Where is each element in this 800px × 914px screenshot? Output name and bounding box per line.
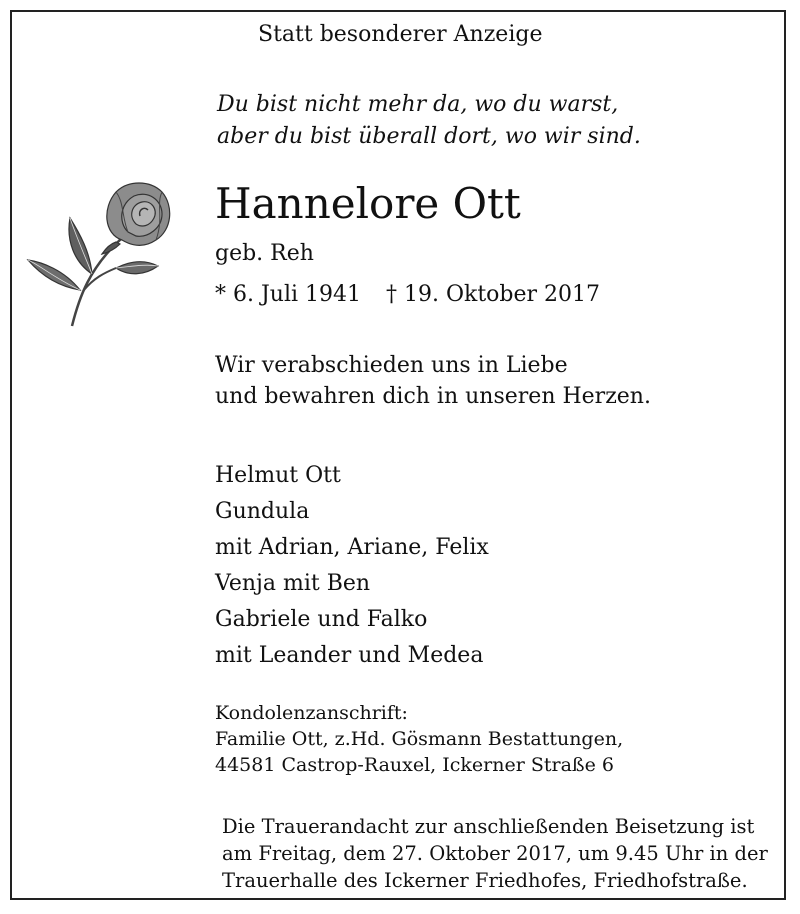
quote-line: Du bist nicht mehr da, wo du warst, bbox=[217, 92, 619, 117]
farewell-text bbox=[215, 350, 651, 412]
service-line: am Freitag, dem 27. Oktober 2017, um 9.45 Uhr in der bbox=[222, 842, 768, 865]
maiden-name: geb. Reh bbox=[215, 241, 314, 266]
mourner-entry: Gabriele und Falko bbox=[215, 607, 428, 632]
mourner-entry: Gundula bbox=[215, 499, 310, 524]
quote-line: aber du bist überall dort, wo wir sind. bbox=[217, 124, 641, 149]
rose-icon bbox=[24, 178, 176, 330]
service-line: Die Trauerandacht zur anschließenden Beisetzung ist bbox=[222, 815, 755, 838]
mourners-list bbox=[215, 458, 489, 674]
condolence-address bbox=[215, 700, 623, 778]
farewell-line: und bewahren dich in unseren Herzen. bbox=[215, 384, 651, 409]
death-date: † 19. Oktober 2017 bbox=[386, 282, 601, 307]
farewell-line: Wir verabschieden uns in Liebe bbox=[215, 353, 568, 378]
birth-date: * 6. Juli 1941 bbox=[215, 282, 362, 307]
notice-header: Statt besonderer Anzeige bbox=[258, 22, 543, 47]
service-line: Trauerhalle des Ickerner Friedhofes, Friedhofstraße. bbox=[222, 869, 748, 892]
memorial-quote bbox=[217, 89, 641, 153]
life-dates bbox=[215, 282, 601, 307]
deceased-name: Hannelore Ott bbox=[215, 179, 521, 228]
service-info bbox=[222, 813, 768, 894]
address-line: Kondolenzanschrift: bbox=[215, 702, 408, 724]
mourner-entry: mit Leander und Medea bbox=[215, 643, 484, 668]
address-line: 44581 Castrop-Rauxel, Ickerner Straße 6 bbox=[215, 754, 614, 776]
mourner-entry: mit Adrian, Ariane, Felix bbox=[215, 535, 489, 560]
mourner-entry: Venja mit Ben bbox=[215, 571, 371, 596]
mourner-entry: Helmut Ott bbox=[215, 463, 341, 488]
address-line: Familie Ott, z.Hd. Gösmann Bestattungen, bbox=[215, 728, 624, 750]
